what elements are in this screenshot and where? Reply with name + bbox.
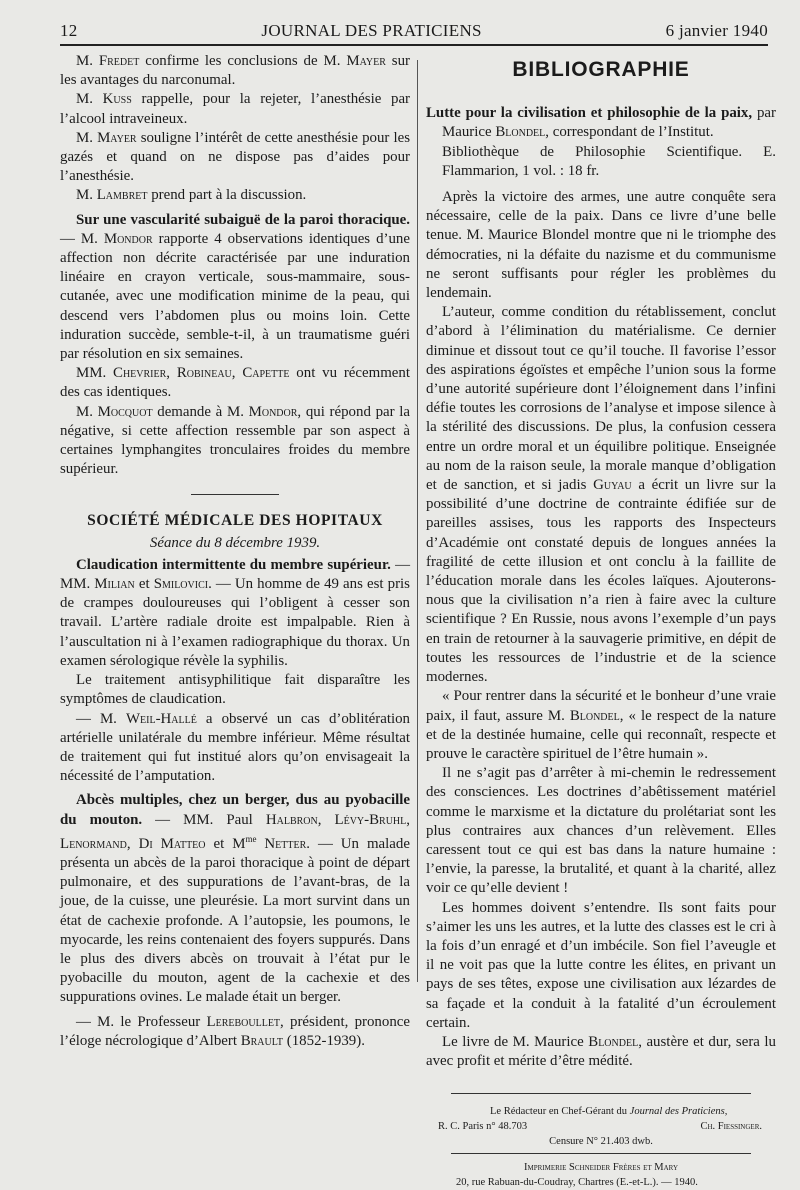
paragraph: L’auteur, comme condition du rétablissement, conclut d’abord à l’élimination du matérialisme. Ce dernier diminue et dissout tout ce qu’il touche. Il favorise l’essor des aspirations égoïstes et empêche l’union sous la forme d’une autorité supérieure dont l’éloignement dans l’infini défie toutes les corrosions de l’analyse et impose silence à la stérilité des discussions. De plus, la confusion cessera entre un ordre moral et un équilibre politique. Enseignée au nom de la raison seule, la morale manque d’obligation et de sanction, et si jadis Guyau a écrit un livre sur la possibilité d’une doctrine de contrainte édifiée sur de pareilles assises, tous les rapports des Inspecteurs d’Académie ont constaté depuis de longues années la fragilité de cette illusion et ont conclu à la faillite de l’éducation morale dans les écoles laïques. Ajouterons-nous que la civilisation n’a rien à faire avec la culture scientifique ? En Russie, nous avons l’exemple d’un pays en train de retourner à la sauvagerie primitive, en dépit de toutes les ressources de l’industrie et de la science modernes. bbox=[426, 304, 776, 686]
footer-separator bbox=[451, 1093, 751, 1094]
book-publisher: Bibliothèque de Philosophie Scientifique. E. Flammarion, 1 vol. : 18 fr. bbox=[442, 143, 776, 179]
journal-title: JOURNAL DES PRATICIENS bbox=[261, 21, 482, 40]
person-name: Mondor bbox=[103, 230, 153, 247]
paragraph: M. Kuss rappelle, pour la rejeter, l’anesthésie par l’alcool intraveineux. bbox=[60, 91, 411, 127]
paragraph: M. Lambret prend part à la discussion. bbox=[76, 187, 307, 204]
paragraph: MM. Chevrier, Robineau, Capette ont vu récemment des cas identiques. bbox=[60, 365, 410, 401]
right-column bbox=[426, 52, 776, 1190]
bibliography-heading: BIBLIOGRAPHIE bbox=[512, 58, 690, 81]
column-divider bbox=[417, 60, 418, 982]
book-reference bbox=[426, 104, 776, 181]
book-title: Lutte pour la civilisation et philosophie de la paix, bbox=[426, 105, 753, 122]
paragraph: Claudication intermittente du membre supérieur. — MM. Milian et Smilovici. — Un homme de 49 ans est pris de crampes douloureuses qui l’obligent à cesser son travail. L’artère radiale droite est impalpable. Rien à l’auscultation ni à l’examen radiographique du thorax. Un examen sérologique révèle la syphilis. bbox=[60, 556, 410, 669]
paragraph: « Pour rentrer dans la sécurité et le bonheur d’une vraie paix, il faut, assure M. Blondel, « le respect de la nature et de la destinée humaine, celle qui reconnaît, respecte et prouve le caractère spirituel de l’être humain ». bbox=[426, 688, 777, 762]
article-title: Sur une vascularité subaiguë de la paroi thoracique. bbox=[76, 211, 410, 228]
paragraph: M. Mayer souligne l’intérêt de cette anesthésie pour les gazés et quand on ne dispose pas d’aides pour l’anesthésie. bbox=[60, 129, 410, 185]
imprint: Le Rédacteur en Chef-Gérant du Journal des Praticiens, R. C. Paris n° 48.703 Ch. Fiessinger. Censure N° 21.403 dwb. Imprimerie Schneider Frères et Mary 20, rue Rabuan-du-Coudray, Chartres (E.-et-L.). — 1940. bbox=[426, 1104, 776, 1190]
left-column bbox=[60, 52, 410, 1051]
paragraph: — M. Weil-Hallé a observé un cas d’oblitération artérielle unilatérale du membre inférieur. Même résultat de traitement qui fut institué alors qu’on envisageait la nécessité de l’amputation. bbox=[60, 710, 410, 785]
paragraph: Le traitement antisyphilitique fait disparaître les symptômes de claudication. bbox=[60, 672, 410, 708]
printer: Imprimerie Schneider Frères et Mary bbox=[523, 1162, 679, 1174]
page-header bbox=[60, 18, 768, 46]
article-title: Abcès multiples, chez un berger, dus au pyobacille du mouton. bbox=[60, 792, 410, 828]
paragraph: Les hommes doivent s’entendre. Ils sont faits pour s’aimer les uns les autres, et la lutte des classes est le cri à la fois d’un enragé et d’un imbécile. Son fiel l’aveugle et il ne voit pas que la lutte contre les élites, en privant un pays de ses têtes, expose une civilisation aux lézardes de sa façade et la conduit à la fatalité d’un écroulement certain. bbox=[426, 899, 776, 1031]
person-name: Lambret bbox=[96, 187, 148, 204]
paragraph: Abcès multiples, chez un berger, dus au pyobacille du mouton. — MM. Paul Halbron, Lévy-Bruhl, Lenormand, Di Matteo et $M^{me}$ Netter. — Un malade présenta un abcès de la paroi thoracique à point de départ pulmonaire, et des suppurations de l’avant-bras, de la joue, de la cuisse, une pleurésie. La mort survint dans un état de cachexie profonde. A l’autopsie, les poumons, le myocarde, les reins contenaient des foyers suppurés. Dans le plus des divers abcès on trouvait à l’état pur le pyobacille du mouton, agent de la cachexie et des suppurations ovines. Le malade était un berger. bbox=[60, 792, 410, 1006]
paragraph: Le livre de M. Maurice Blondel, austère et dur, sera lu avec profit et mérite d’être médité. bbox=[426, 1033, 777, 1070]
paragraph: — M. le Professeur Lereboullet, président, prononce l’éloge nécrologique d’Albert Brault (1852-1939). bbox=[60, 1013, 410, 1049]
paragraph: Sur une vascularité subaiguë de la paroi thoracique. — M. Mondor rapporte 4 observations identiques d’une affection non décrite caractérisée par une induration linéaire en crayon verticale, sous-mammaire, sous-cutanée, avec une modification minime de la peau, qui descend vers l’abdomen plus ou moins loin. Cette induration succède, semble-t-il, à un traumatisme guéri par résolution en six semaines. bbox=[60, 211, 410, 363]
person-name: Kuss bbox=[102, 91, 132, 108]
printer-address: 20, rue Rabuan-du-Coudray, Chartres (E.-et-L.). — 1940. bbox=[456, 1177, 698, 1189]
section-separator bbox=[191, 494, 279, 495]
book-citation: Lutte pour la civilisation et philosophie de la paix, par Maurice Blondel, correspondant de l’Institut. bbox=[426, 105, 776, 141]
article-title: Claudication intermittente du membre supérieur. bbox=[76, 556, 391, 573]
section-title: SOCIÉTÉ MÉDICALE DES HOPITAUX bbox=[87, 512, 383, 530]
paragraph: M. Mocquot demande à M. Mondor, qui répond par la négative, si cette affection ressemble par son aspect à certaines lymphangites tronculaires froides du membre supérieur. bbox=[60, 403, 411, 478]
session-date: Séance du 8 décembre 1939. bbox=[149, 534, 321, 551]
issue-date: 6 janvier 1940 bbox=[665, 21, 768, 40]
person-name: Mayer bbox=[346, 53, 386, 69]
page-number: 12 bbox=[60, 21, 78, 40]
person-name: Fredet bbox=[98, 53, 140, 69]
paragraph: Après la victoire des armes, une autre conquête sera nécessaire, celle de la paix. Dans ce livre d’une belle tenue. M. Maurice Blondel montre que ni le triomphe des démocraties, ni la défaite du nazisme et du communisme ne seront suffisants pour régler les problèmes du lendemain. bbox=[426, 189, 776, 302]
person-name: Mayer bbox=[97, 129, 137, 146]
paragraph: M. Fredet confirme les conclusions de M. Mayer sur les avantages du narconumal. bbox=[60, 53, 411, 89]
paragraph: Il ne s’agit pas d’arrêter à mi-chemin le redressement des consciences. Les doctrines d’abêtissement matériel comme le marxisme et la dictature du prolétariat sont les plus contraires aux chances d’un relèvement. Elles caressent tout ce qui est bas dans la nature humaine : l’envie, la paresse, la brutalité, et quant à la charité, allez voir ce qu’elle devient ! bbox=[426, 765, 776, 897]
